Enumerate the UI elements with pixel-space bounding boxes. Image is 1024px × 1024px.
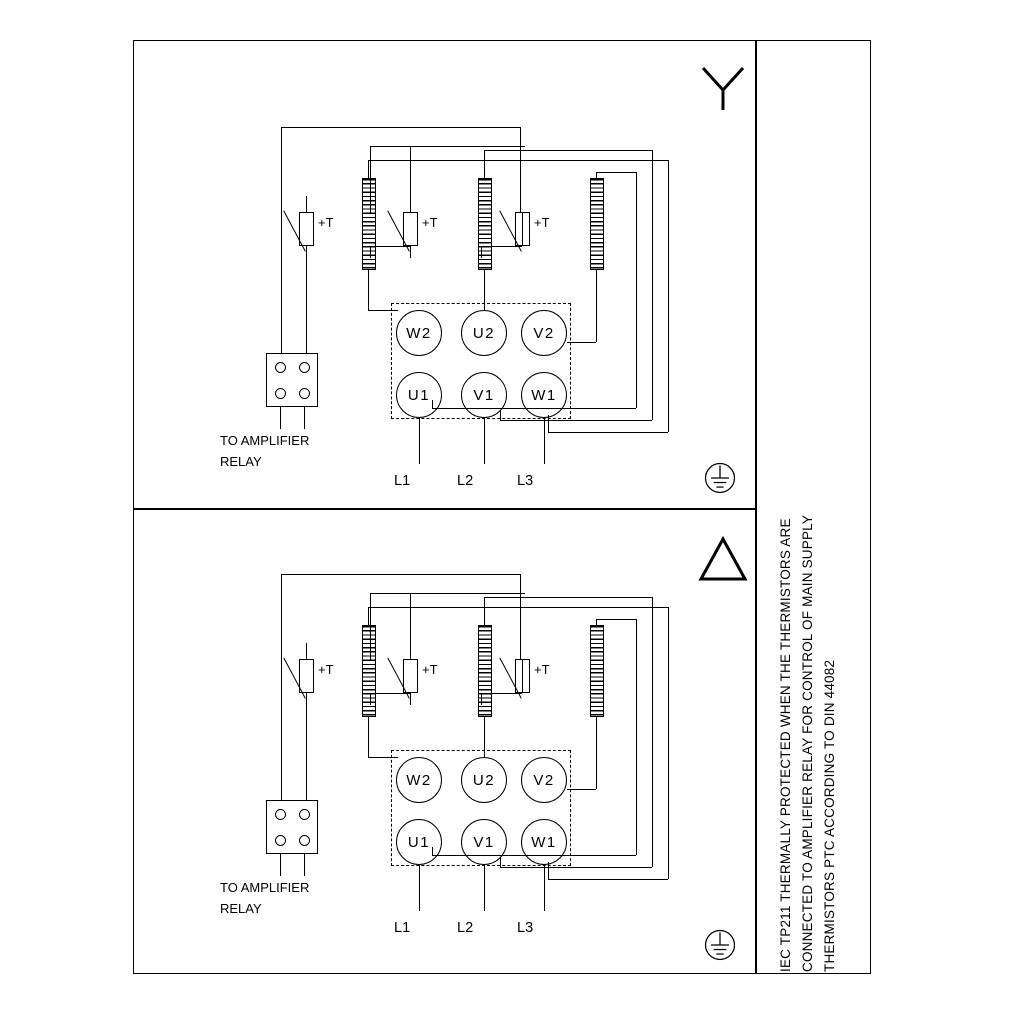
connector-dot-2-star [299, 362, 310, 373]
terminal-v2-star: V2 [521, 310, 567, 356]
winding-3-star [590, 178, 604, 270]
thermistor-bot-v-2-delta [410, 693, 411, 705]
thermistor-3-label-delta: +T [534, 662, 550, 677]
connector-dot-3-delta [275, 835, 286, 846]
winding-lead-3h-star [567, 342, 596, 343]
terminal-u1-star: U1 [396, 372, 442, 418]
thermistor-link-v-12-star [370, 146, 371, 213]
thermistor-bot-v-4-star [522, 213, 523, 246]
thermistor-1-delta [299, 659, 314, 693]
winding-lead-3-right-delta [636, 619, 637, 855]
thermistor-wire-down-1-delta [306, 643, 307, 660]
terminal-w2-star: W2 [396, 310, 442, 356]
star-wye-symbol [697, 62, 749, 116]
thermistor-link-top-12-star [370, 146, 525, 147]
thermistor-wire-top-a-star [281, 127, 521, 128]
thermistor-1-label-delta: +T [318, 662, 334, 677]
winding-lead-1-toph-star [368, 160, 668, 161]
thermistor-bot-v-3-star [481, 246, 482, 258]
thermistor-bot-v-3-delta [481, 693, 482, 705]
amplifier-label-line2-delta: RELAY [220, 901, 262, 916]
connector-dot-3-star [275, 388, 286, 399]
connector-dot-1-star [275, 362, 286, 373]
thermistor-wire-v-b-delta [520, 574, 521, 660]
amplifier-label-line1-delta: TO AMPLIFIER [220, 880, 310, 895]
supply-lead-l2-delta [484, 865, 485, 911]
terminal-v1-delta: V1 [461, 819, 507, 865]
note-line-3: THERMISTORS PTC ACCORDING TO DIN 44082 [822, 659, 837, 972]
terminal-w1-delta: W1 [521, 819, 567, 865]
delta-triangle-symbol [697, 535, 749, 583]
supply-lead-l1-delta [419, 865, 420, 911]
connector-dot-4-delta [299, 835, 310, 846]
thermistor-1-star [299, 212, 314, 246]
thermistor-3-label-star: +T [534, 215, 550, 230]
winding-lead-1-bot-v-star [548, 415, 549, 432]
thermistor-wire-down-1b-delta [306, 692, 307, 804]
connector-lead-1-star [280, 407, 281, 429]
winding-lead-2-delta [484, 717, 485, 757]
winding-lead-1-top-delta [368, 607, 369, 625]
connector-dot-4-star [299, 388, 310, 399]
winding-lead-3-right-star [636, 172, 637, 408]
winding-lead-2-bot-v-delta [500, 857, 501, 867]
winding-lead-1h-star [368, 310, 398, 311]
terminal-v1-star: V1 [461, 372, 507, 418]
winding-lead-3-bot-v-star [432, 400, 433, 408]
thermistor-bot-link-1-delta [370, 693, 410, 694]
winding-3-delta [590, 625, 604, 717]
winding-lead-2-bot-delta [500, 867, 652, 868]
terminal-u2-star: U2 [461, 310, 507, 356]
winding-lead-1-bot-star [548, 432, 668, 433]
winding-lead-1-bot-v-delta [548, 862, 549, 879]
winding-lead-1-toph-delta [368, 607, 668, 608]
thermistor-wire-down-1b-star [306, 245, 307, 357]
supply-label-l3-star: L3 [517, 473, 534, 489]
winding-lead-1-delta [368, 717, 369, 757]
thermistor-link-v-12b-delta [410, 593, 411, 660]
thermistor-wire-v-b-star [520, 127, 521, 213]
amplifier-label-line2-star: RELAY [220, 454, 262, 469]
winding-lead-2-bot-v-star [500, 410, 501, 420]
connector-lead-1-delta [280, 854, 281, 876]
winding-lead-3-toph-delta [596, 619, 636, 620]
amplifier-connector-delta [266, 800, 318, 854]
connector-dot-2-delta [299, 809, 310, 820]
winding-lead-3-top-delta [596, 619, 597, 627]
thermistor-link-top-12-delta [370, 593, 525, 594]
winding-lead-2-toph-delta [484, 597, 652, 598]
thermistor-2-label-delta: +T [422, 662, 438, 677]
terminal-w2-delta: W2 [396, 757, 442, 803]
winding-lead-3h-delta [567, 789, 596, 790]
winding-lead-3-bot-v-delta [432, 847, 433, 855]
winding-lead-2-top-star [484, 150, 485, 178]
winding-lead-3-toph-star [596, 172, 636, 173]
terminal-v2-delta: V2 [521, 757, 567, 803]
winding-1-star [362, 178, 376, 270]
thermistor-wire-top-a-delta [281, 574, 521, 575]
thermistor-wire-v-a-star [281, 127, 282, 357]
winding-lead-2-top-delta [484, 597, 485, 625]
winding-lead-3-bot-star [432, 408, 636, 409]
thermistor-2-label-star: +T [422, 215, 438, 230]
winding-lead-2-star [484, 270, 485, 310]
connector-lead-2-star [304, 407, 305, 429]
connector-dot-1-delta [275, 809, 286, 820]
winding-lead-1-right-star [668, 160, 669, 432]
thermistor-bot-v-1-delta [370, 693, 371, 705]
supply-label-l2-star: L2 [457, 473, 474, 489]
supply-label-l3-delta: L3 [517, 920, 534, 936]
thermistor-bot-link-2-delta [481, 693, 522, 694]
thermistor-wire-v-a-delta [281, 574, 282, 804]
supply-lead-l3-delta [544, 865, 545, 911]
thermistor-wire-down-1-star [306, 196, 307, 213]
thermistor-bot-link-1-star [370, 246, 410, 247]
supply-lead-l1-star [419, 418, 420, 464]
note-column-divider [755, 40, 757, 974]
winding-lead-1-right-delta [668, 607, 669, 879]
terminal-u1-delta: U1 [396, 819, 442, 865]
note-line-1: IEC TP211 THERMALLY PROTECTED WHEN THE THERMISTORS ARE [778, 518, 793, 972]
winding-lead-3-star [596, 270, 597, 342]
terminal-u2-delta: U2 [461, 757, 507, 803]
winding-lead-2-right-delta [652, 597, 653, 867]
amplifier-label-line1-star: TO AMPLIFIER [220, 433, 310, 448]
thermistor-bot-v-2-star [410, 246, 411, 258]
earth-ground-icon-delta [701, 925, 739, 965]
winding-lead-1h-delta [368, 757, 398, 758]
amplifier-connector-star [266, 353, 318, 407]
winding-lead-3-delta [596, 717, 597, 789]
note-line-2: CONNECTED TO AMPLIFIER RELAY FOR CONTROL OF MAIN SUPPLY [800, 514, 815, 972]
thermistor-bot-v-4-delta [522, 660, 523, 693]
winding-lead-2-toph-star [484, 150, 652, 151]
winding-lead-1-top-star [368, 160, 369, 178]
supply-label-l1-delta: L1 [394, 920, 411, 936]
winding-lead-2-bot-star [500, 420, 652, 421]
supply-lead-l3-star [544, 418, 545, 464]
thermistor-bot-v-1-star [370, 246, 371, 258]
earth-ground-icon-star [701, 458, 739, 498]
winding-lead-3-top-star [596, 172, 597, 180]
terminal-w1-star: W1 [521, 372, 567, 418]
thermistor-1-label-star: +T [318, 215, 334, 230]
thermistor-2-star [403, 212, 418, 246]
winding-lead-1-bot-delta [548, 879, 668, 880]
winding-lead-3-bot-delta [432, 855, 636, 856]
winding-lead-2-right-star [652, 150, 653, 420]
supply-label-l1-star: L1 [394, 473, 411, 489]
winding-1-delta [362, 625, 376, 717]
thermistor-bot-link-2-star [481, 246, 522, 247]
connector-lead-2-delta [304, 854, 305, 876]
supply-lead-l2-star [484, 418, 485, 464]
thermistor-2-delta [403, 659, 418, 693]
thermistor-link-v-12-delta [370, 593, 371, 660]
panel-divider [133, 508, 755, 510]
winding-lead-1-star [368, 270, 369, 310]
supply-label-l2-delta: L2 [457, 920, 474, 936]
thermistor-link-v-12b-star [410, 146, 411, 213]
